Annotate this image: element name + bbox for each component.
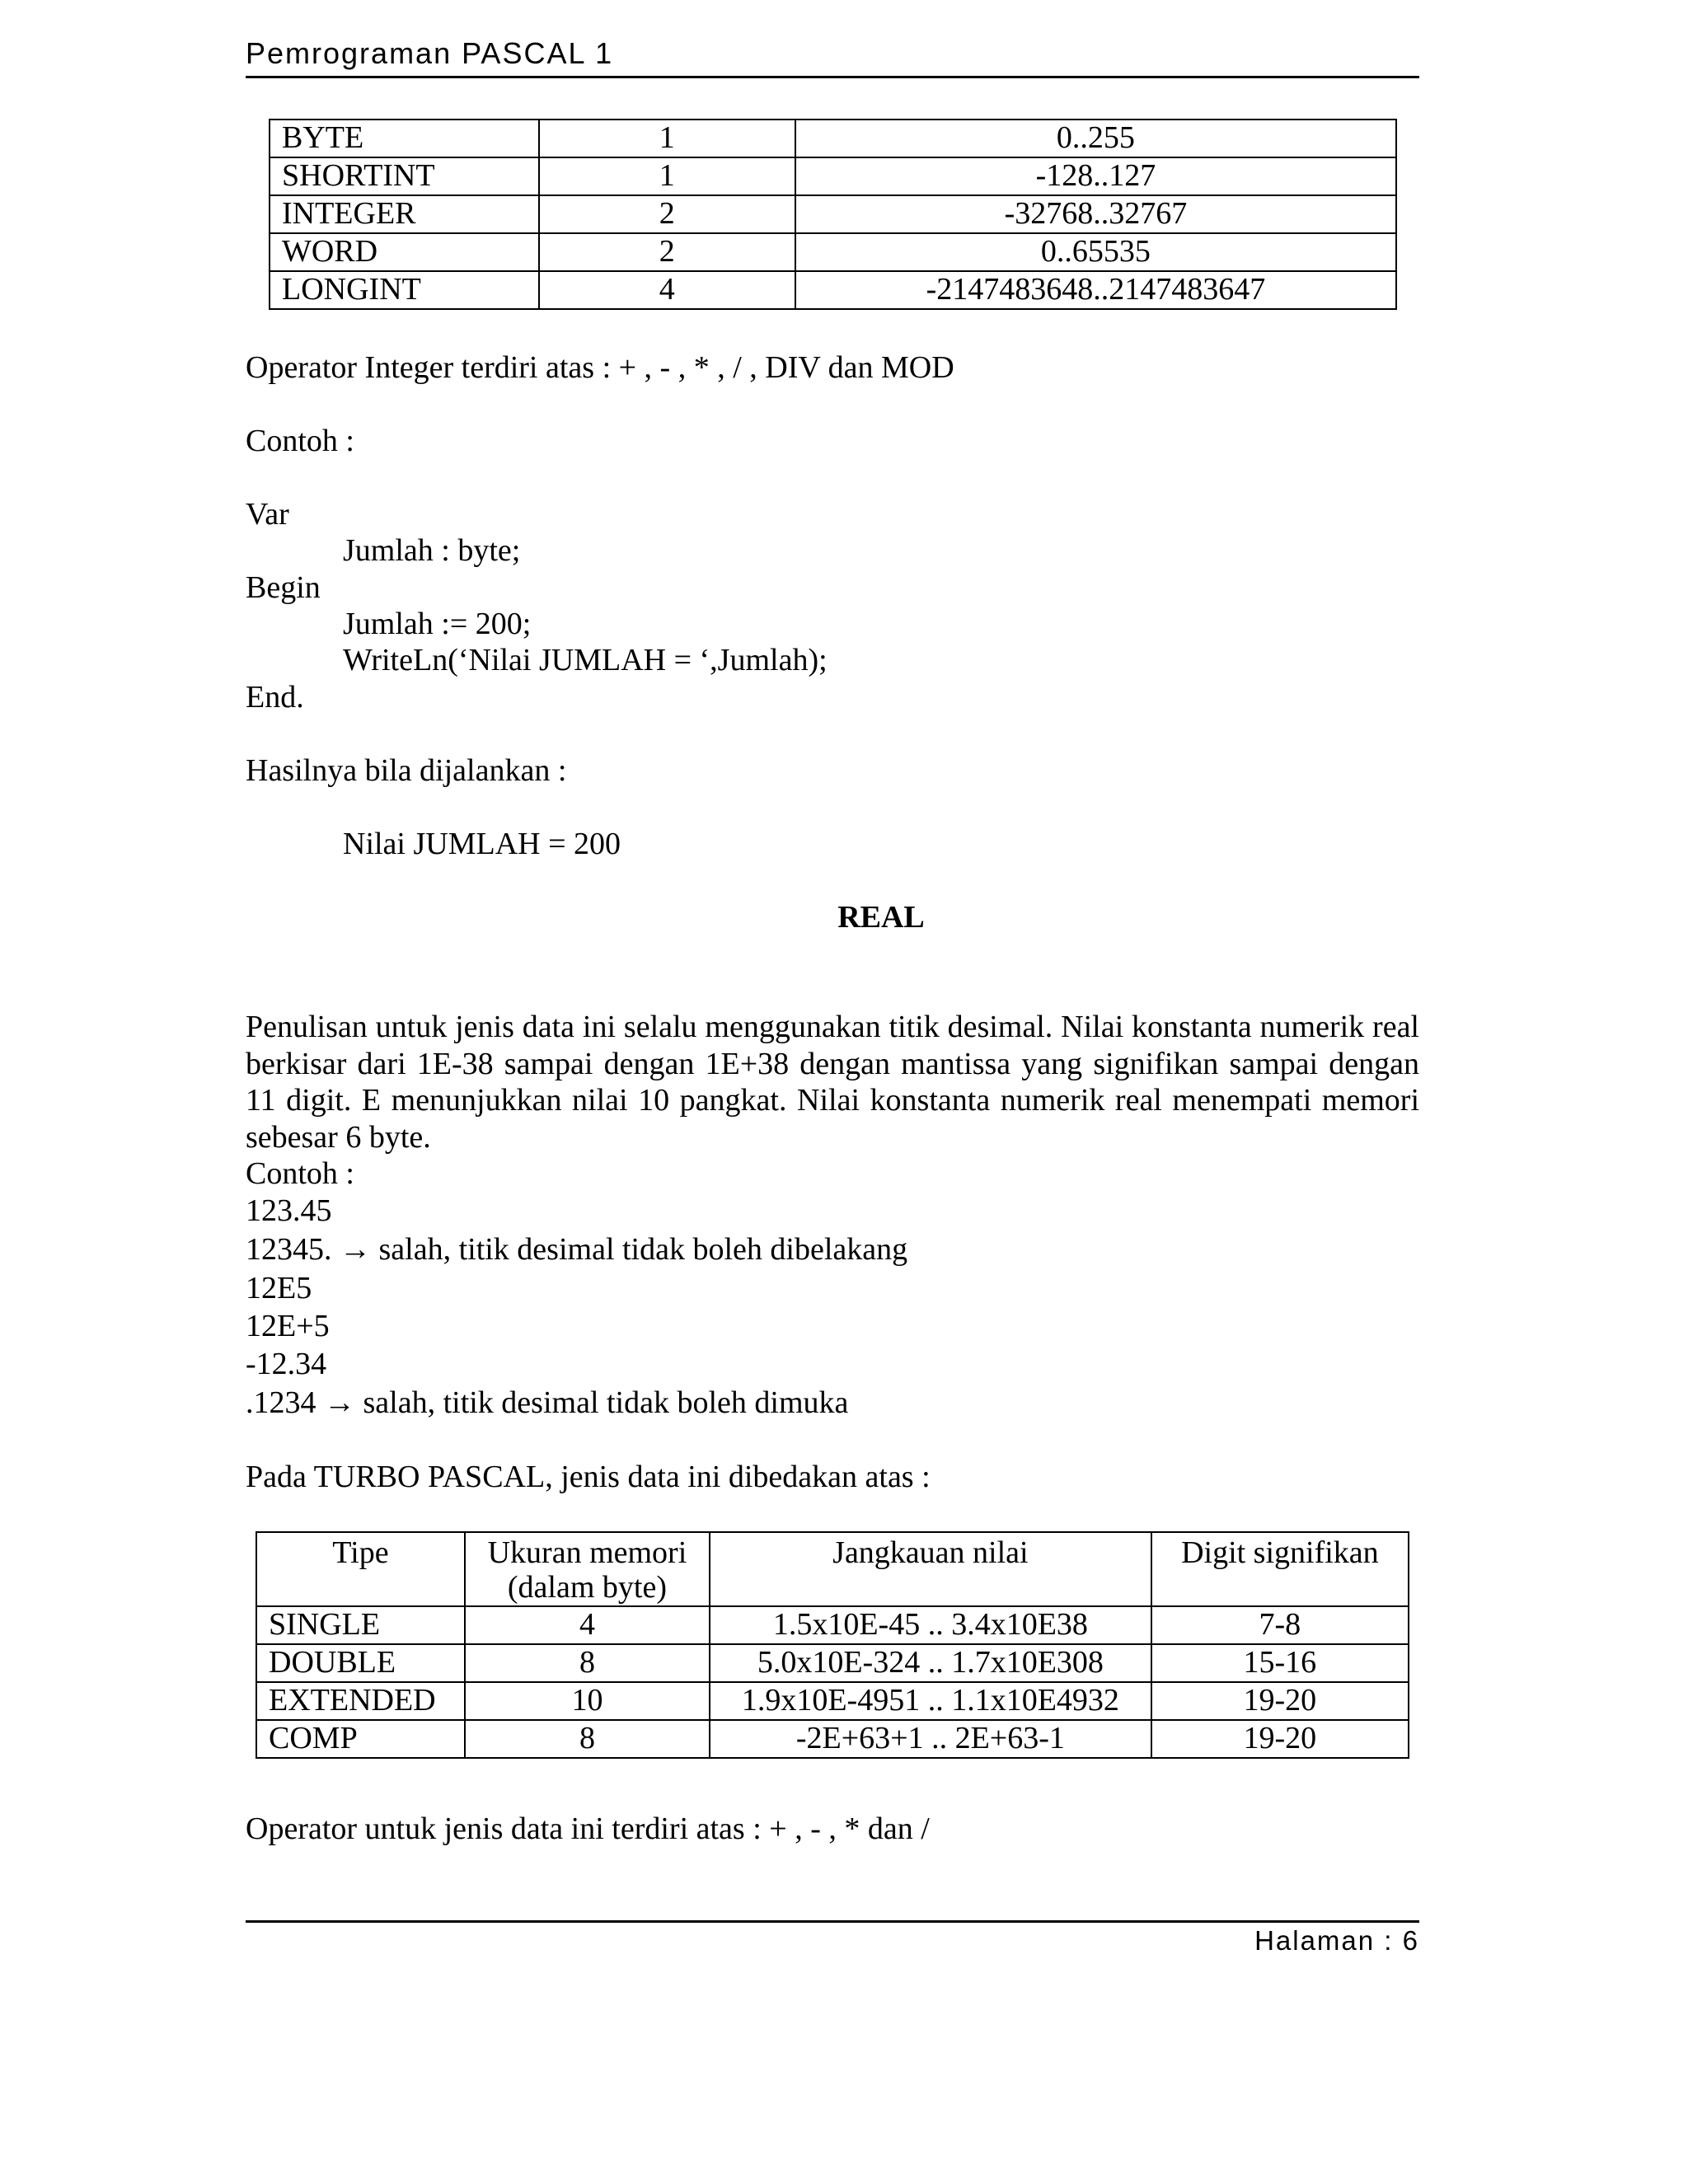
integer-operators-text: Operator Integer terdiri atas : + , - , * , / , DIV dan MOD bbox=[246, 350, 954, 385]
integer-types-table bbox=[269, 119, 1397, 310]
column-header: Digit signifikan bbox=[1151, 1532, 1409, 1606]
size-cell: 2 bbox=[539, 195, 795, 233]
range-cell: -2147483648..2147483647 bbox=[795, 271, 1396, 309]
size-cell: 10 bbox=[465, 1682, 710, 1720]
column-header: Jangkauan nilai bbox=[710, 1532, 1151, 1606]
real-operators-text: Operator untuk jenis data ini terdiri atas : + , - , * dan / bbox=[246, 1811, 930, 1846]
range-cell: -128..127 bbox=[795, 157, 1396, 195]
type-name-cell: BYTE bbox=[270, 120, 539, 157]
example-line: 123.45 bbox=[246, 1193, 332, 1228]
example-label: Contoh : bbox=[246, 1156, 354, 1191]
size-cell: 8 bbox=[465, 1720, 710, 1758]
table-row bbox=[270, 157, 1396, 195]
range-cell: -32768..32767 bbox=[795, 195, 1396, 233]
turbo-pascal-text: Pada TURBO PASCAL, jenis data ini dibedakan atas : bbox=[246, 1460, 931, 1494]
type-name-cell: INTEGER bbox=[270, 195, 539, 233]
range-cell: 0..65535 bbox=[795, 233, 1396, 271]
page-number: Halaman : 6 bbox=[1254, 1925, 1419, 1956]
column-header: Ukuran memori (dalam byte) bbox=[465, 1532, 710, 1606]
code-decl-line: Jumlah : byte; bbox=[343, 533, 521, 568]
table-row bbox=[256, 1606, 1409, 1644]
size-cell: 8 bbox=[465, 1644, 710, 1682]
range-cell: 1.5x10E-45 .. 3.4x10E38 bbox=[710, 1606, 1151, 1644]
table-row bbox=[256, 1720, 1409, 1758]
size-cell: 1 bbox=[539, 120, 795, 157]
example-line: -12.34 bbox=[246, 1347, 327, 1381]
type-name-cell: SHORTINT bbox=[270, 157, 539, 195]
code-end-line: End. bbox=[246, 680, 304, 715]
digits-cell: 19-20 bbox=[1151, 1720, 1409, 1758]
footer-rule bbox=[246, 1920, 1419, 1923]
range-cell: -2E+63+1 .. 2E+63-1 bbox=[710, 1720, 1151, 1758]
type-name-cell: DOUBLE bbox=[256, 1644, 465, 1682]
example-line: 12E5 bbox=[246, 1271, 312, 1305]
example-line: .1234 → salah, titik desimal tidak boleh dimuka bbox=[246, 1385, 849, 1420]
size-cell: 1 bbox=[539, 157, 795, 195]
size-cell: 2 bbox=[539, 233, 795, 271]
table-row bbox=[256, 1682, 1409, 1720]
size-cell: 4 bbox=[465, 1606, 710, 1644]
real-types-table bbox=[256, 1531, 1409, 1759]
page-header-title: Pemrograman PASCAL 1 bbox=[246, 36, 614, 70]
result-output: Nilai JUMLAH = 200 bbox=[343, 827, 621, 861]
code-writeln-line: WriteLn(‘Nilai JUMLAH = ‘,Jumlah); bbox=[343, 643, 828, 677]
digits-cell: 7-8 bbox=[1151, 1606, 1409, 1644]
type-name-cell: WORD bbox=[270, 233, 539, 271]
range-cell: 1.9x10E-4951 .. 1.1x10E4932 bbox=[710, 1682, 1151, 1720]
code-var-line: Var bbox=[246, 497, 289, 532]
code-begin-line: Begin bbox=[246, 570, 321, 605]
digits-cell: 15-16 bbox=[1151, 1644, 1409, 1682]
digits-cell: 19-20 bbox=[1151, 1682, 1409, 1720]
size-cell: 4 bbox=[539, 271, 795, 309]
table-header-row bbox=[256, 1532, 1409, 1606]
type-name-cell: COMP bbox=[256, 1720, 465, 1758]
table-row bbox=[270, 120, 1396, 157]
example-line: 12345. → salah, titik desimal tidak boleh dibelakang bbox=[246, 1232, 908, 1267]
result-label: Hasilnya bila dijalankan : bbox=[246, 753, 567, 788]
header-rule bbox=[246, 76, 1419, 78]
table-row bbox=[256, 1644, 1409, 1682]
range-cell: 5.0x10E-324 .. 1.7x10E308 bbox=[710, 1644, 1151, 1682]
section-heading-real: REAL bbox=[837, 900, 925, 935]
table-row bbox=[270, 271, 1396, 309]
type-name-cell: LONGINT bbox=[270, 271, 539, 309]
column-header: Tipe bbox=[256, 1532, 465, 1606]
range-cell: 0..255 bbox=[795, 120, 1396, 157]
table-row bbox=[270, 195, 1396, 233]
example-line: 12E+5 bbox=[246, 1309, 330, 1343]
table-row bbox=[270, 233, 1396, 271]
example-label: Contoh : bbox=[246, 424, 354, 458]
type-name-cell: SINGLE bbox=[256, 1606, 465, 1644]
code-assign-line: Jumlah := 200; bbox=[343, 607, 532, 641]
real-description-paragraph: Penulisan untuk jenis data ini selalu menggunakan titik desimal. Nilai konstanta numerik real berkisar dari 1E-38 sampai dengan 1E+38 dengan mantissa yang signifikan sampai dengan 11 digit. E menunjukkan nilai 10 pangkat. Nilai konstanta numerik real menempati memori sebesar 6 byte. bbox=[246, 1010, 1419, 1155]
type-name-cell: EXTENDED bbox=[256, 1682, 465, 1720]
